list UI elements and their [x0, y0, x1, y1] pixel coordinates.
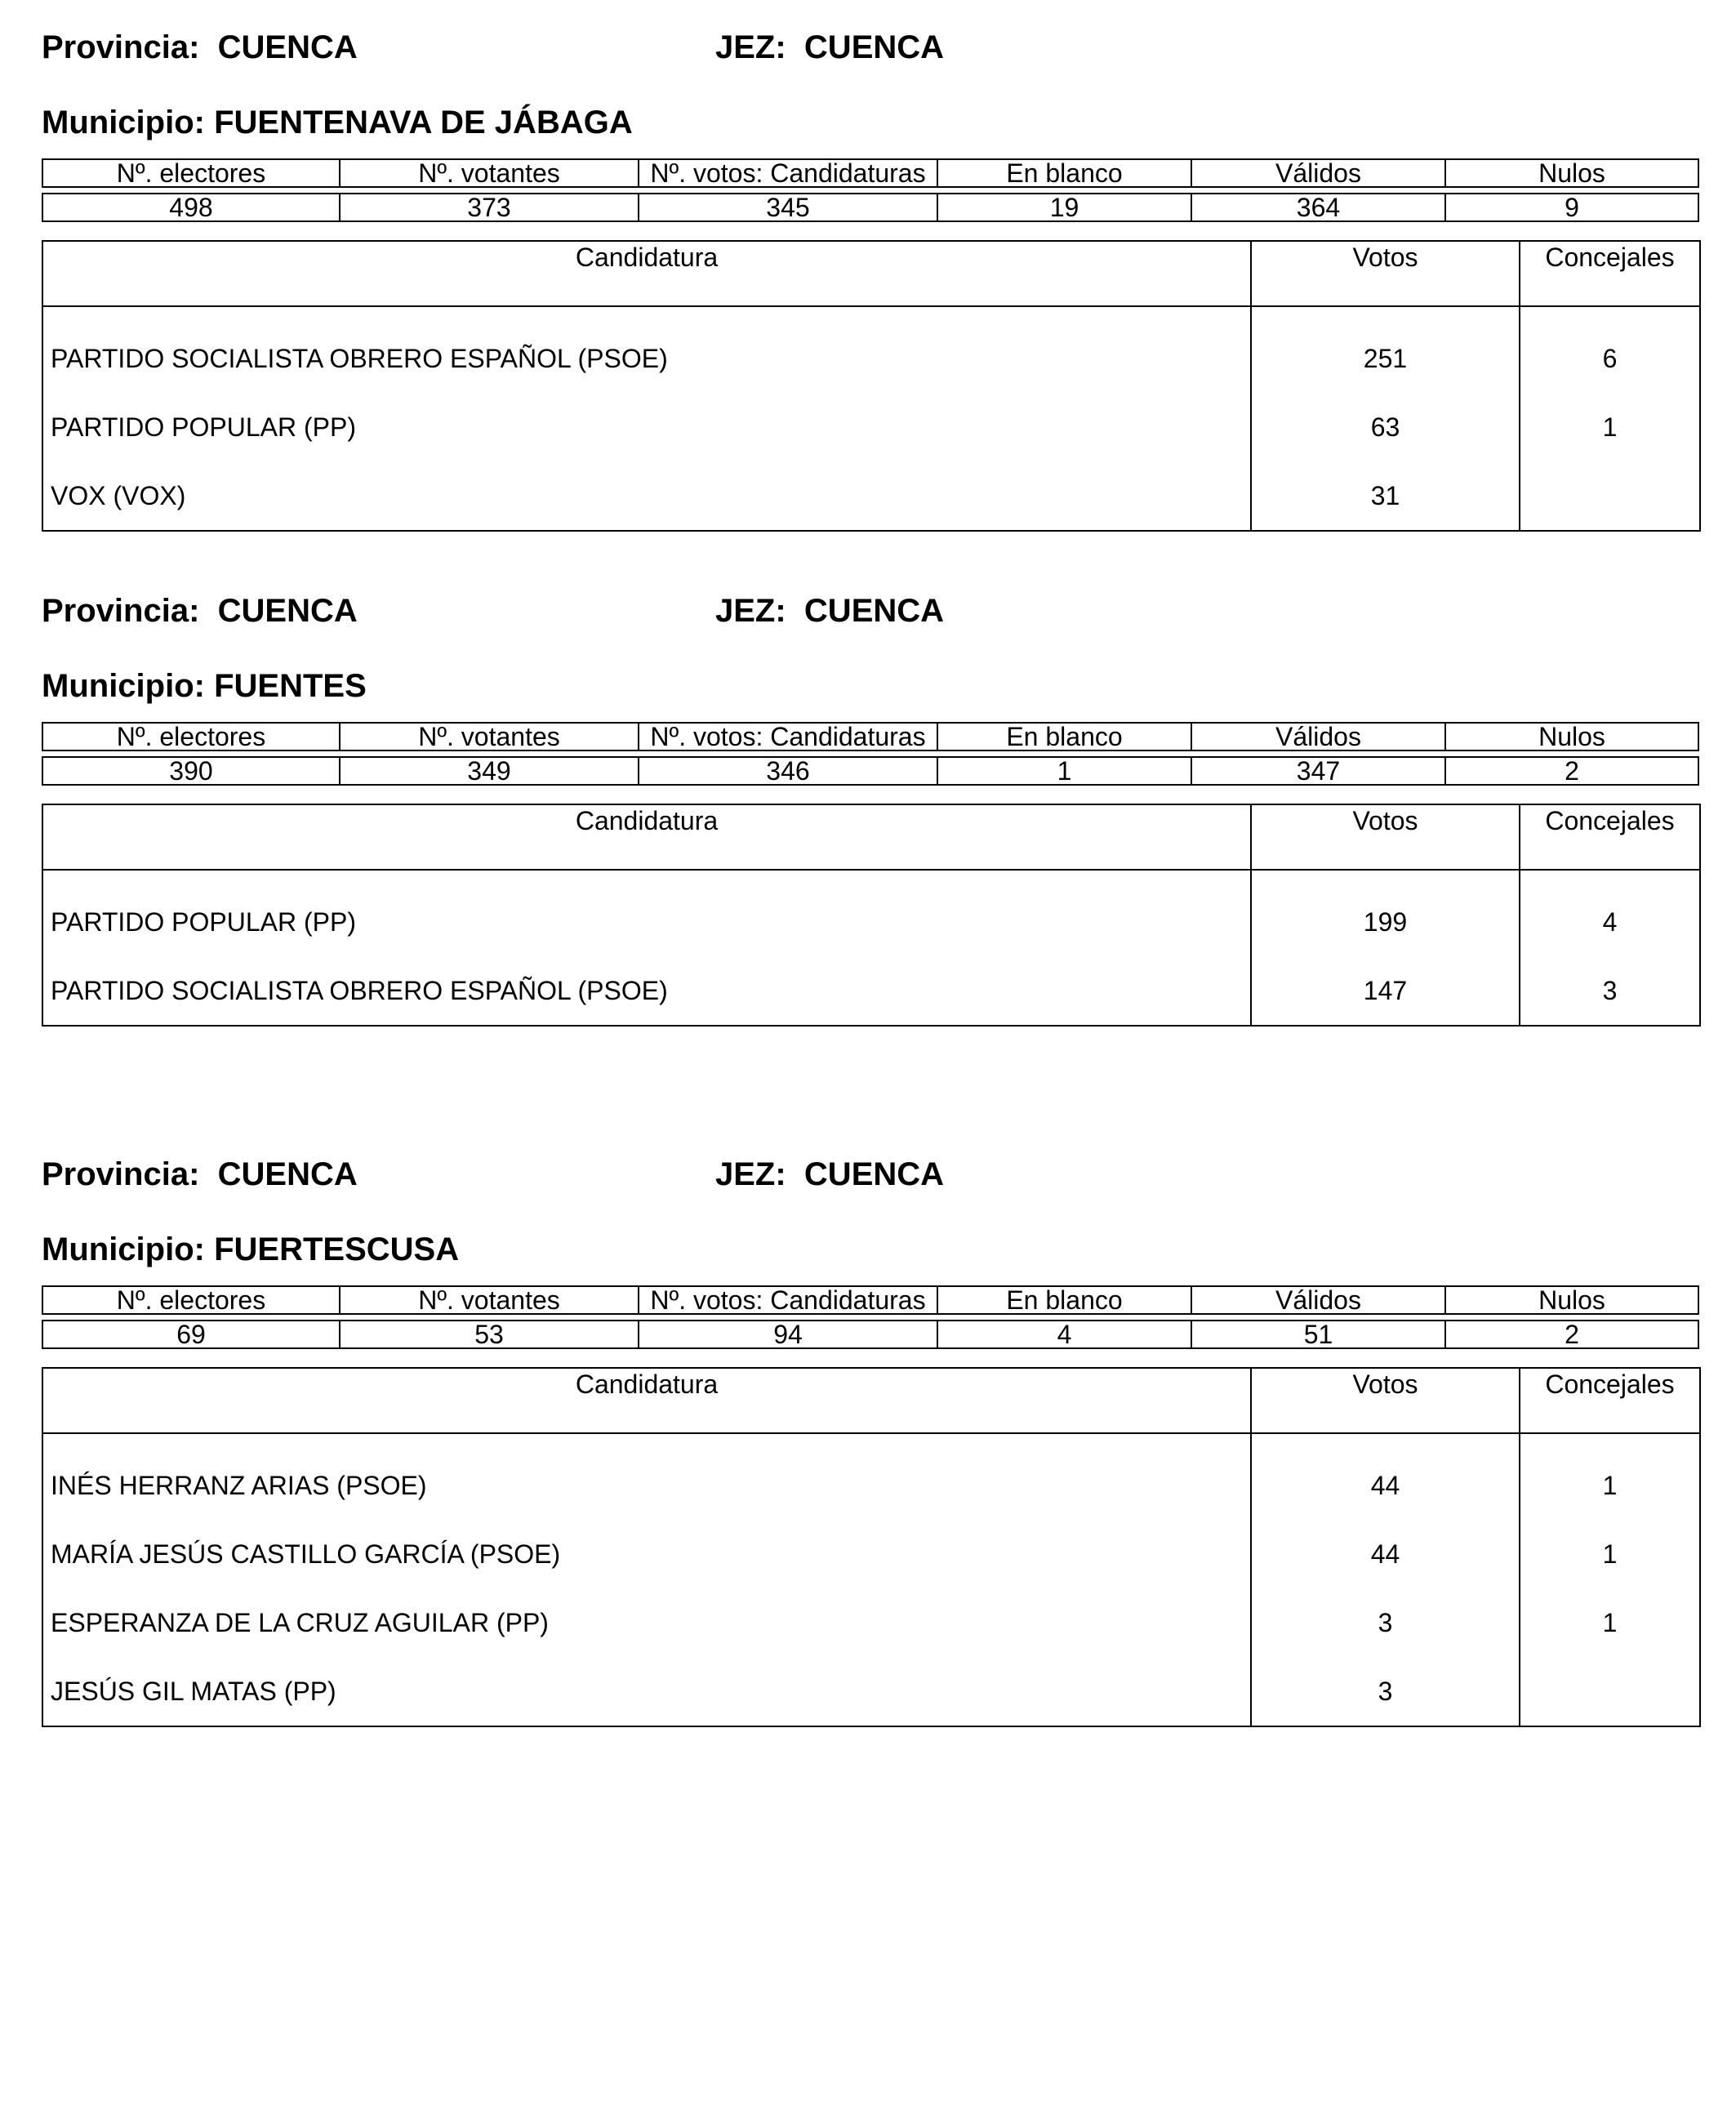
table-row	[42, 1433, 1700, 1520]
table-row	[42, 1520, 1700, 1588]
electores-value: 498	[42, 193, 341, 222]
summary-table	[42, 717, 1699, 791]
municipio-label: Municipio:	[42, 105, 205, 140]
municipio-header	[42, 661, 367, 710]
candidatura-header: Candidatura	[42, 241, 1251, 306]
municipio-header	[42, 1225, 459, 1274]
summary-header-cell: Nº. electores	[42, 722, 341, 751]
concejales-cell: 1	[1520, 1520, 1700, 1588]
votantes-value: 53	[341, 1320, 639, 1349]
en-blanco-value: 19	[938, 193, 1192, 222]
summary-header-cell: Nulos	[1446, 722, 1699, 751]
electores-value: 390	[42, 756, 341, 786]
province-header	[42, 586, 1699, 635]
en-blanco-value: 4	[938, 1320, 1192, 1349]
nulos-value: 9	[1446, 193, 1699, 222]
summary-header-cell: Nº. electores	[42, 158, 341, 188]
votos-cell: 147	[1251, 956, 1520, 1026]
summary-header-cell: Válidos	[1192, 158, 1446, 188]
municipio-value: FUENTENAVA DE JÁBAGA	[214, 105, 633, 140]
province-header	[42, 1150, 1699, 1199]
summary-header-cell: Nulos	[1446, 1285, 1699, 1315]
summary-header-cell: Válidos	[1192, 722, 1446, 751]
summary-header-cell: Nº. votantes	[341, 722, 639, 751]
table-row	[42, 1588, 1700, 1657]
provincia-label: Provincia:	[42, 1156, 200, 1192]
results-header-row	[42, 804, 1700, 870]
table-row	[42, 393, 1700, 461]
candidatura-cell: VOX (VOX)	[51, 480, 186, 510]
summary-header-cell: En blanco	[938, 158, 1192, 188]
concejales-cell: 1	[1520, 1588, 1700, 1657]
provincia-label: Provincia:	[42, 29, 200, 65]
candidatura-header: Candidatura	[42, 1368, 1251, 1433]
jez-value: CUENCA	[803, 593, 945, 629]
concejales-header: Concejales	[1520, 1368, 1700, 1433]
summary-header-row	[42, 1285, 1699, 1315]
validos-value: 347	[1192, 756, 1446, 786]
summary-header-cell: Nº. electores	[42, 1285, 341, 1315]
summary-header-cell: Nº. votantes	[341, 158, 639, 188]
concejales-cell: 4	[1520, 870, 1700, 956]
votos-cell: 63	[1251, 393, 1520, 461]
votos-candidaturas-value: 346	[639, 756, 938, 786]
municipio-label: Municipio:	[42, 668, 205, 704]
votos-cell: 199	[1251, 870, 1520, 956]
summary-header-cell: Válidos	[1192, 1285, 1446, 1315]
municipio-label: Municipio:	[42, 1231, 205, 1267]
candidatura-cell: PARTIDO POPULAR (PP)	[51, 907, 356, 937]
municipio-value: FUENTES	[214, 668, 367, 704]
electores-value: 69	[42, 1320, 341, 1349]
candidatura-cell: ESPERANZA DE LA CRUZ AGUILAR (PP)	[51, 1607, 549, 1637]
provincia-value: CUENCA	[217, 29, 358, 65]
table-row	[42, 306, 1700, 393]
votos-header: Votos	[1251, 1368, 1520, 1433]
summary-header-cell: En blanco	[938, 722, 1192, 751]
concejales-cell: 6	[1520, 306, 1700, 393]
municipio-header	[42, 98, 633, 147]
en-blanco-value: 1	[938, 756, 1192, 786]
concejales-header: Concejales	[1520, 804, 1700, 870]
summary-header-cell: Nº. votantes	[341, 1285, 639, 1315]
votantes-value: 373	[341, 193, 639, 222]
results-header-row	[42, 241, 1700, 306]
summary-table	[42, 154, 1699, 227]
votos-cell: 44	[1251, 1433, 1520, 1520]
results-table	[42, 1367, 1701, 1727]
table-row	[42, 956, 1700, 1026]
summary-value-row	[42, 193, 1699, 222]
candidatura-cell: MARÍA JESÚS CASTILLO GARCÍA (PSOE)	[51, 1539, 561, 1569]
provincia-value: CUENCA	[217, 1156, 358, 1192]
table-row	[42, 461, 1700, 531]
candidatura-cell: PARTIDO SOCIALISTA OBRERO ESPAÑOL (PSOE)	[51, 975, 668, 1005]
jez-label: JEZ:	[715, 593, 786, 629]
summary-header-cell: En blanco	[938, 1285, 1192, 1315]
summary-header-cell: Nº. votos: Candidaturas	[639, 1285, 938, 1315]
summary-header-cell: Nº. votos: Candidaturas	[639, 722, 938, 751]
results-table	[42, 240, 1701, 532]
candidatura-header: Candidatura	[42, 804, 1251, 870]
votos-header: Votos	[1251, 804, 1520, 870]
candidatura-cell: INÉS HERRANZ ARIAS (PSOE)	[51, 1471, 427, 1500]
votos-cell: 3	[1251, 1657, 1520, 1726]
concejales-cell	[1520, 461, 1700, 531]
jez-label: JEZ:	[715, 1156, 786, 1192]
table-row	[42, 1657, 1700, 1726]
summary-value-row	[42, 756, 1699, 786]
votos-candidaturas-value: 345	[639, 193, 938, 222]
votantes-value: 349	[341, 756, 639, 786]
votos-cell: 251	[1251, 306, 1520, 393]
provincia-label: Provincia:	[42, 593, 200, 629]
validos-value: 51	[1192, 1320, 1446, 1349]
jez-value: CUENCA	[803, 29, 945, 65]
concejales-cell: 3	[1520, 956, 1700, 1026]
votos-header: Votos	[1251, 241, 1520, 306]
votos-cell: 3	[1251, 1588, 1520, 1657]
candidatura-cell: JESÚS GIL MATAS (PP)	[51, 1676, 336, 1706]
votos-cell: 31	[1251, 461, 1520, 531]
results-table	[42, 804, 1701, 1027]
nulos-value: 2	[1446, 1320, 1699, 1349]
votos-cell: 44	[1251, 1520, 1520, 1588]
candidatura-cell: PARTIDO SOCIALISTA OBRERO ESPAÑOL (PSOE)	[51, 344, 668, 373]
nulos-value: 2	[1446, 756, 1699, 786]
results-header-row	[42, 1368, 1700, 1433]
jez-value: CUENCA	[803, 1156, 945, 1192]
province-header	[42, 23, 1699, 72]
validos-value: 364	[1192, 193, 1446, 222]
municipio-value: FUERTESCUSA	[214, 1231, 460, 1267]
provincia-value: CUENCA	[217, 593, 358, 629]
summary-header-cell: Nulos	[1446, 158, 1699, 188]
jez-label: JEZ:	[715, 29, 786, 65]
concejales-header: Concejales	[1520, 241, 1700, 306]
votos-candidaturas-value: 94	[639, 1320, 938, 1349]
concejales-cell: 1	[1520, 393, 1700, 461]
candidatura-cell: PARTIDO POPULAR (PP)	[51, 412, 356, 442]
concejales-cell	[1520, 1657, 1700, 1726]
table-row	[42, 870, 1700, 956]
summary-table	[42, 1280, 1699, 1354]
summary-value-row	[42, 1320, 1699, 1349]
summary-header-cell: Nº. votos: Candidaturas	[639, 158, 938, 188]
summary-header-row	[42, 158, 1699, 188]
summary-header-row	[42, 722, 1699, 751]
concejales-cell: 1	[1520, 1433, 1700, 1520]
